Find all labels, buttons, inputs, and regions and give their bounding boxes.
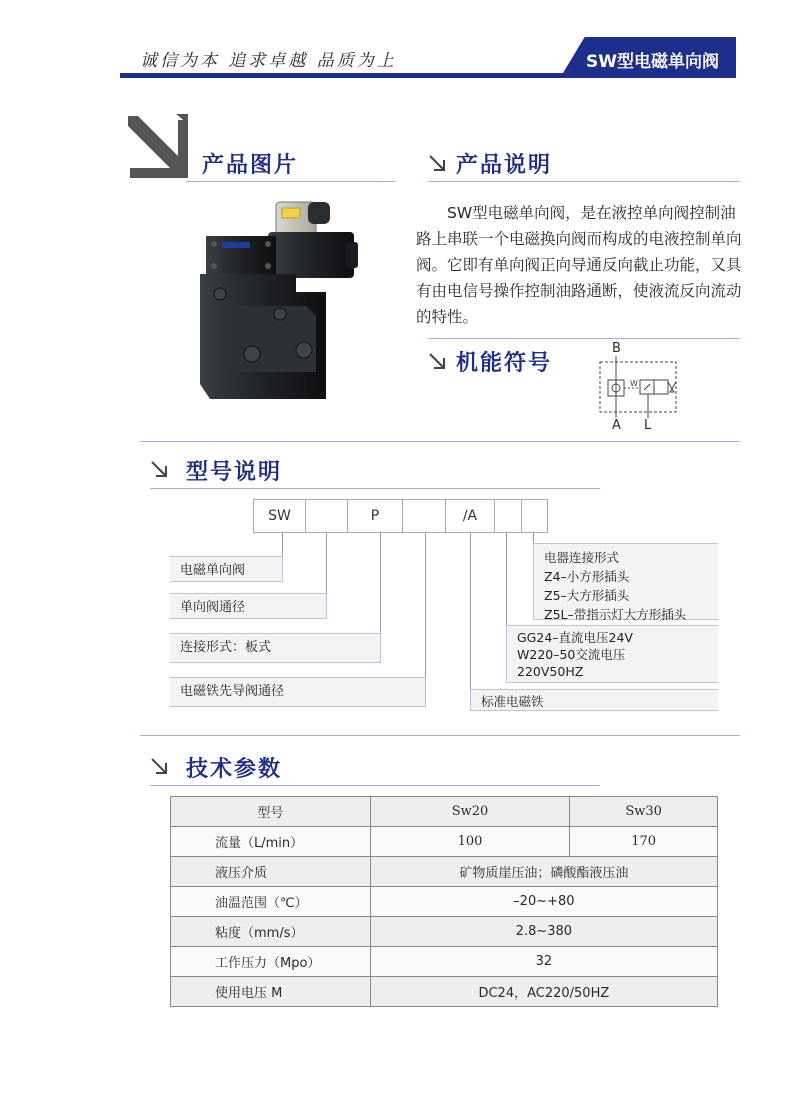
model-label-solenoid-check-valve: 电磁单向阀 xyxy=(170,556,283,582)
hydraulic-symbol-diagram xyxy=(596,356,682,420)
table-row xyxy=(171,827,718,857)
voltage-gg24: GG24–直流电压24V xyxy=(517,630,633,645)
spec-table xyxy=(170,796,718,1007)
connector-line xyxy=(533,533,534,543)
symbol-port-l: L xyxy=(644,418,652,433)
section-arrow-icon xyxy=(428,352,446,370)
table-header-row xyxy=(171,797,718,827)
section-arrow-icon xyxy=(150,460,168,478)
divider xyxy=(140,735,740,736)
table-row-label: 流量（L/min） xyxy=(171,827,371,857)
header-slogan: 诚信为本 追求卓越 品质为上 xyxy=(140,51,397,71)
voltage-w220: W220–50交流电压 xyxy=(517,647,626,662)
section-product-desc-title: 产品说明 xyxy=(456,153,553,178)
table-row-label: 液压介质 xyxy=(171,857,371,887)
table-header-cell: 型号 xyxy=(171,797,371,827)
table-row xyxy=(171,887,718,917)
connector-title: 电器连接形式 xyxy=(544,550,620,565)
model-label-pilot-size: 电磁铁先导阀通径 xyxy=(170,677,426,707)
connector-z4: Z4–小方形插头 xyxy=(544,569,630,584)
table-row xyxy=(171,947,718,977)
section-tech-title: 技术参数 xyxy=(186,757,283,782)
valve-product-image xyxy=(196,194,362,414)
model-code-connector xyxy=(521,499,548,533)
voltage-220v50hz: 220V50HZ xyxy=(517,664,584,679)
connector-line xyxy=(470,533,471,690)
table-row-label: 油温范围（℃） xyxy=(171,887,371,917)
divider xyxy=(428,338,740,339)
table-cell: 100 xyxy=(370,827,570,857)
symbol-port-b: B xyxy=(612,341,621,356)
page-title: SW型电磁单向阀 xyxy=(586,52,719,72)
model-code-pilot xyxy=(402,499,446,533)
divider xyxy=(140,441,740,442)
section-model-title: 型号说明 xyxy=(186,460,283,485)
model-label-connector-group xyxy=(533,543,718,620)
divider xyxy=(186,181,396,182)
table-row xyxy=(171,917,718,947)
model-label-connection: 连接形式：板式 xyxy=(170,633,381,663)
model-label-check-valve-size: 单向阀通径 xyxy=(170,593,327,619)
model-code-sw: SW xyxy=(253,499,306,533)
section-product-image-title: 产品图片 xyxy=(202,153,299,178)
table-row xyxy=(171,977,718,1007)
connector-z5l: Z5L–带指示灯大方形插头 xyxy=(544,607,687,622)
model-code-p: P xyxy=(347,499,403,533)
section-symbol-title: 机能符号 xyxy=(456,351,553,376)
model-code-a: /A xyxy=(445,499,495,533)
table-cell: 矿物质崖压油；磷酸酯液压油 xyxy=(370,857,717,887)
table-cell: 170 xyxy=(570,827,718,857)
symbol-port-a: A xyxy=(612,418,621,433)
product-description: SW型电磁单向阀，是在液控单向阀控制油路上串联一个电磁换向阀而构成的电液控制单向阀。它即有单向阀正向导通反向截止功能，又具有由电信号操作控制油路通断，使液流反向流动的特性。 xyxy=(416,204,742,326)
connector-line xyxy=(425,533,426,677)
connector-z5: Z5–大方形插头 xyxy=(544,588,630,603)
model-code-voltage xyxy=(494,499,522,533)
table-row-label: 工作压力（Mpo） xyxy=(171,947,371,977)
divider xyxy=(150,785,600,786)
section-arrow-icon xyxy=(428,154,446,172)
table-row xyxy=(171,857,718,887)
table-cell: 2.8~380 xyxy=(370,917,717,947)
svg-text:W: W xyxy=(630,379,638,388)
model-label-standard-solenoid: 标准电磁铁 xyxy=(470,689,718,711)
table-cell: 32 xyxy=(370,947,717,977)
model-label-voltage-group xyxy=(506,625,718,683)
table-cell: –20~+80 xyxy=(370,887,717,917)
table-header-cell: Sw20 xyxy=(370,797,570,827)
connector-line xyxy=(506,533,507,625)
connector-line xyxy=(326,533,327,593)
table-row-label: 粘度（mm/s） xyxy=(171,917,371,947)
connector-line xyxy=(380,533,381,633)
table-row-label: 使用电压 M xyxy=(171,977,371,1007)
section-arrow-icon xyxy=(150,757,168,775)
big-arrow-icon xyxy=(126,112,190,180)
model-code-size xyxy=(305,499,348,533)
connector-line xyxy=(282,533,283,556)
divider xyxy=(150,488,600,489)
table-cell: DC24，AC220/50HZ xyxy=(370,977,717,1007)
table-header-cell: Sw30 xyxy=(570,797,718,827)
divider xyxy=(428,181,740,182)
